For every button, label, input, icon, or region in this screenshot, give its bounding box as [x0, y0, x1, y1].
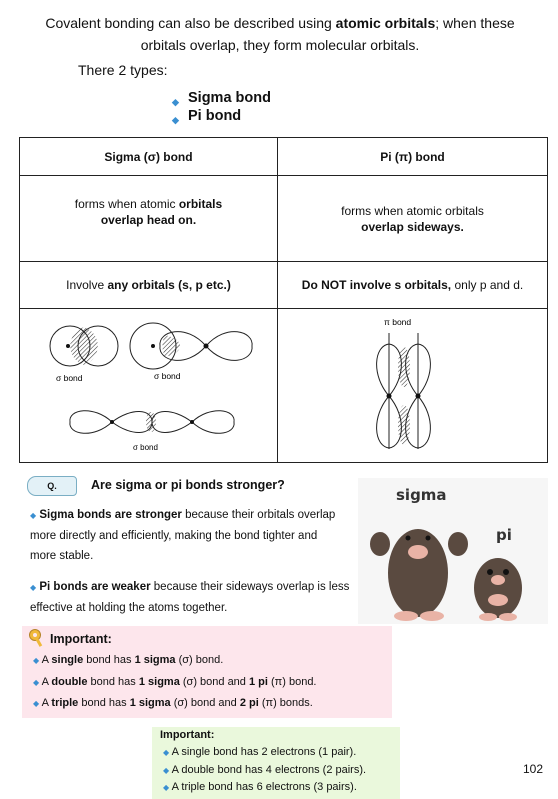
sigma-stronger-paragraph	[30, 505, 360, 566]
cell-bold: any orbitals (s, p etc.)	[107, 278, 231, 292]
s-s-overlap-icon	[50, 326, 118, 383]
item-text: A	[41, 697, 52, 709]
diagram-label: σ bond	[133, 443, 158, 452]
cell-bold: orbitals	[178, 196, 223, 211]
para-text: more directly and efficiently, making the bond tighter and	[30, 530, 318, 542]
cell-sigma-orbitals	[20, 262, 278, 309]
item-text: bond has	[83, 654, 135, 666]
item-text: A double bond has 4 electrons (2 pairs).	[171, 763, 367, 776]
sigma-bond-diagram	[20, 309, 277, 459]
diagram-label: σ bond	[56, 373, 83, 383]
item-text: A	[41, 654, 52, 666]
bullet-icon: ◆	[30, 511, 37, 520]
cell-text: only p and d.	[451, 278, 524, 292]
question-badge: Q.	[27, 476, 77, 496]
para-bold: Pi bonds are weaker	[39, 581, 151, 593]
header-pi: Pi (π) bond	[278, 138, 548, 176]
list-item	[163, 744, 366, 762]
item-text: A	[41, 675, 52, 688]
cell-bold: Do NOT involve s orbitals,	[301, 278, 452, 292]
cell-text: Involve	[66, 278, 108, 292]
item-text: (π) bonds.	[258, 697, 313, 709]
s-p-overlap-icon	[130, 323, 252, 381]
item-text: A triple bond has 6 electrons (3 pairs).	[171, 781, 357, 793]
types-label: There 2 types:	[78, 62, 168, 78]
intro-text: orbitals overlap, they form molecular orbitals.	[140, 37, 420, 53]
p-p-overlap-icon	[70, 411, 234, 452]
list-item	[33, 672, 317, 694]
bullet-icon: ◆	[30, 583, 37, 592]
header-sigma: Sigma (σ) bond	[20, 138, 278, 176]
intro-text: ; when these	[435, 15, 515, 31]
pi-diagram-cell	[278, 309, 548, 463]
important-bond-list	[33, 650, 317, 715]
illustration-label: pi	[496, 526, 512, 544]
para-text: because their sideways overlap is less	[150, 581, 350, 593]
cell-text: forms when atomic	[74, 196, 179, 211]
important-title: Important:	[160, 729, 215, 741]
table-row	[20, 176, 548, 262]
list-item	[33, 650, 317, 672]
cell-text: forms when atomic orbitals	[341, 203, 484, 218]
item-bold: 1 pi	[248, 675, 268, 688]
cell-pi-orbitals	[278, 262, 548, 309]
illustration-label: sigma	[396, 486, 447, 504]
intro-paragraph	[30, 12, 530, 56]
item-bold: triple	[51, 697, 79, 709]
item-text: bond has	[78, 697, 130, 709]
pi-bond-diagram	[278, 309, 547, 459]
item-bold: 2 pi	[239, 697, 259, 709]
sigma-pi-moles-illustration	[358, 478, 548, 624]
item-text: (σ) bond and	[179, 675, 249, 688]
pi-weaker-paragraph	[30, 577, 360, 618]
sigma-diagram-cell	[20, 309, 278, 463]
bullet-icon: ◆	[163, 783, 170, 792]
item-bold: double	[51, 675, 88, 688]
p-orbital-sideways-icon	[377, 333, 431, 449]
cell-pi-description	[278, 176, 548, 262]
question-heading: Are sigma or pi bonds stronger?	[91, 478, 285, 492]
comparison-table	[19, 137, 548, 463]
table-header-row	[20, 138, 548, 176]
item-text: (σ) bond and	[170, 697, 240, 709]
list-item	[172, 107, 271, 125]
table-row-diagrams	[20, 309, 548, 463]
list-item	[33, 693, 317, 715]
intro-text: Covalent bonding can also be described using	[45, 15, 336, 31]
para-bold: Sigma bonds are stronger	[39, 509, 182, 521]
important-electron-list	[163, 744, 366, 797]
bullet-icon: ◆	[33, 677, 40, 687]
cell-bold: overlap head on.	[100, 212, 197, 227]
intro-bold: atomic orbitals	[335, 15, 436, 31]
diagram-label: π bond	[384, 317, 412, 327]
cell-sigma-description	[20, 176, 278, 262]
cell-bold: overlap sideways.	[361, 219, 464, 234]
item-bold: single	[51, 654, 84, 666]
bond-type-list	[172, 89, 271, 125]
table-row	[20, 262, 548, 309]
list-item	[163, 762, 366, 780]
page-number: 102	[523, 762, 544, 776]
item-bold: 1 sigma	[138, 675, 180, 688]
bullet-icon: ◆	[163, 748, 170, 757]
bullet-icon: ◆	[172, 97, 179, 107]
list-item	[172, 89, 271, 107]
key-icon	[28, 628, 46, 648]
bullet-icon: ◆	[33, 656, 40, 665]
list-item-label: Sigma bond	[188, 90, 271, 106]
bullet-icon: ◆	[33, 699, 40, 708]
item-bold: 1 sigma	[134, 654, 176, 666]
item-text: (σ) bond.	[175, 654, 224, 666]
item-text: bond has	[87, 675, 139, 688]
bullet-icon: ◆	[172, 115, 179, 125]
para-text: because their orbitals overlap	[181, 509, 336, 521]
item-text: (π) bond.	[267, 675, 317, 688]
important-title: Important:	[50, 632, 112, 646]
para-text: more stable.	[30, 550, 94, 562]
bullet-icon: ◆	[163, 765, 170, 775]
list-item	[163, 779, 366, 797]
item-text: A single bond has 2 electrons (1 pair).	[171, 746, 357, 758]
item-bold: 1 sigma	[129, 697, 171, 709]
para-text: effective at holding the atoms together.	[30, 602, 228, 614]
list-item-label: Pi bond	[188, 108, 242, 124]
diagram-label: σ bond	[154, 371, 181, 381]
